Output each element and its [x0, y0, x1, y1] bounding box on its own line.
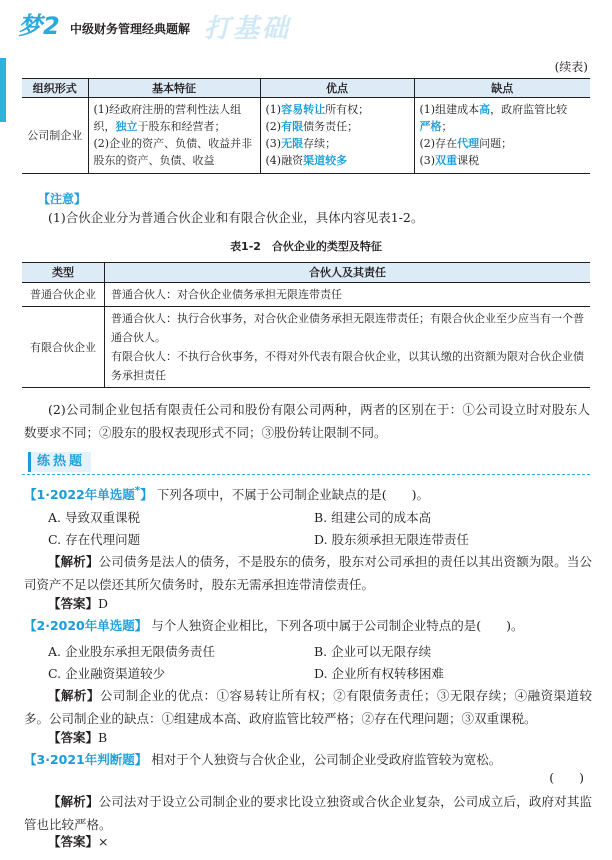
keyword-highlight: 高	[479, 103, 491, 116]
question-3-stem	[24, 748, 592, 771]
question-text: 与个人独资企业相比，下列各项中属于公司制企业特点的是( )。	[151, 618, 524, 633]
continued-label: (续表)	[554, 60, 588, 74]
cell-line: (1)经政府注册的营利性法人组	[93, 103, 242, 116]
table-caption: 表1-2 合伙企业的类型及特征	[230, 240, 382, 253]
org-form-cell: 公司制企业	[22, 98, 88, 174]
responsibility-cell	[105, 283, 591, 307]
cell-line: (2)企业的资产、负债、收益并非	[93, 137, 253, 150]
advantages-cell	[260, 98, 414, 174]
question-3-answer: 【答案】×	[48, 834, 109, 849]
question-2-answer: 【答案】B	[48, 730, 108, 745]
responsibility-cell	[105, 307, 591, 388]
side-accent-bar	[0, 58, 6, 122]
book-title: 中级财务管理经典题解	[70, 22, 191, 36]
question-text: 相对于个人独资与合伙企业，公司制企业受政府监管较为宽松。	[151, 752, 502, 767]
option-c: C. 存在代理问题	[48, 532, 141, 547]
table-header-row	[22, 263, 590, 283]
column-header: 缺点	[414, 79, 590, 98]
cell-line: (3)无限存续；	[265, 137, 337, 150]
corporate-features-table	[22, 78, 590, 174]
practice-section-bar	[22, 452, 590, 475]
keyword-highlight: 双重	[435, 154, 458, 167]
question-header: 【1·2022年单选题*】	[24, 485, 153, 503]
column-header: 类型	[22, 263, 105, 283]
table-row	[22, 98, 590, 174]
page-header	[14, 6, 598, 46]
cell-line: 严格；	[419, 120, 453, 133]
partnership-types-table	[22, 262, 590, 388]
option-d: D. 股东须承担无限连带责任	[314, 532, 470, 547]
column-header: 合伙人及其责任	[105, 263, 591, 283]
features-cell	[88, 98, 260, 174]
question-3-analysis: 【解析】公司法对于设立公司制企业的要求比设立独资或合伙企业复杂，公司成立后，政府对其监管也比较严格。	[24, 794, 592, 832]
option-a: A. 导致双重课税	[48, 510, 140, 525]
cell-line: (1)容易转让所有权；	[265, 103, 370, 116]
column-header: 组织形式	[22, 79, 88, 98]
notice-label: 【注意】	[38, 192, 87, 206]
notice-paragraph-2: (2)公司制企业包括有限责任公司和股份有限公司两种，两者的区别在于：①公司设立时对股东人数要求不同；②股东的股权表现形式不同；③股份转让限制不同。	[24, 402, 590, 440]
question-2-stem	[24, 614, 592, 637]
cell-line: (3)双重课税	[419, 154, 480, 167]
keyword-highlight: 无限	[281, 137, 304, 150]
question-1-answer: 【答案】D	[48, 596, 109, 611]
answer-blank: ( )	[549, 770, 584, 785]
keyword-highlight: 代理	[457, 137, 480, 150]
keyword-highlight: 渠道较多	[303, 154, 348, 167]
question-1-analysis: 【解析】公司债务是法人的债务，不是股东的债务，股东对公司承担的责任以其出资额为限。当公司资产不足以偿还其所欠债务时，股东无需承担连带清偿责任。	[24, 554, 592, 592]
option-d: D. 企业所有权转移困难	[314, 666, 445, 681]
option-b: B. 企业可以无限存续	[314, 644, 432, 659]
section-name: 打基础	[204, 14, 292, 44]
question-text: 下列各项中，不属于公司制企业缺点的是( )。	[156, 487, 429, 503]
table-row	[22, 283, 590, 307]
option-a: A. 企业股东承担无限债务责任	[48, 644, 215, 659]
keyword-highlight: 独立	[115, 120, 138, 133]
keyword-highlight: 有限	[281, 120, 304, 133]
column-header: 优点	[260, 79, 414, 98]
question-header: 【2·2020年单选题】	[24, 618, 148, 633]
responsibility-line: 有限合伙人：不执行合伙事务，不得对外代表有限合伙企业，以其认缴的出资额为限对合伙企业债务承担责任	[111, 350, 584, 382]
table-row	[22, 307, 590, 388]
cell-line: 股东的资产、负债、收益	[93, 154, 215, 167]
table-header-row	[22, 79, 590, 98]
brand-logo: 梦2	[18, 12, 61, 40]
cell-line: 织，独立于股东和经营者；	[93, 120, 226, 133]
cell-line: (4)融资渠道较多	[265, 154, 348, 167]
responsibility-line: 普通合伙人：执行合伙事务，对合伙企业债务承担无限连带责任；有限合伙企业至少应当有一个普通合伙人。	[111, 312, 584, 344]
question-2-analysis: 【解析】公司制企业的优点：①容易转让所有权；②有限债务责任；③无限存续；④融资渠道较多。公司制企业的缺点：①组建成本高、政府监管比较严格；②存在代理问题；③双重课税。	[24, 688, 592, 726]
partnership-type-cell: 有限合伙企业	[22, 307, 105, 388]
practice-section-label: 练热题	[28, 452, 91, 472]
partnership-type-cell: 普通合伙企业	[22, 283, 105, 307]
question-header: 【3·2021年判断题】	[24, 752, 148, 767]
option-b: B. 组建公司的成本高	[314, 510, 432, 525]
keyword-highlight: 严格	[419, 120, 442, 133]
cell-line: (1)组建成本高，政府监管比较	[419, 103, 568, 116]
cell-line: (2)有限债务责任；	[265, 120, 359, 133]
responsibility-line: 普通合伙人：对合伙企业债务承担无限连带责任	[111, 288, 342, 301]
cell-line: (2)存在代理问题；	[419, 137, 513, 150]
disadvantages-cell	[414, 98, 590, 174]
keyword-highlight: 容易转让	[281, 103, 326, 116]
question-1-stem	[24, 480, 592, 506]
notice-paragraph-1: (1)合伙企业分为普通合伙企业和有限合伙企业，具体内容见表1-2。	[48, 210, 424, 225]
column-header: 基本特征	[88, 79, 260, 98]
option-c: C. 企业融资渠道较少	[48, 666, 166, 681]
